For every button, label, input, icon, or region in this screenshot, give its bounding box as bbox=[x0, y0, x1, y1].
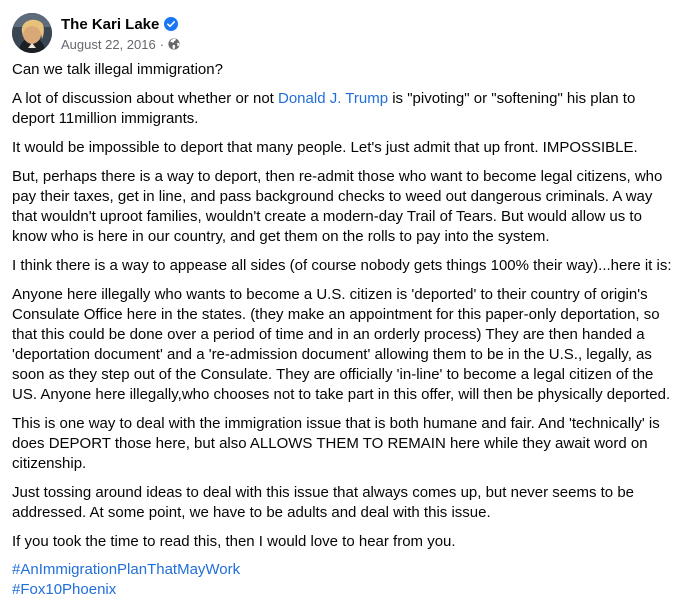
author-avatar[interactable] bbox=[12, 13, 52, 53]
post-subline bbox=[61, 36, 180, 52]
paragraph-text: A lot of discussion about whether or not bbox=[12, 90, 278, 107]
post-header bbox=[12, 12, 180, 54]
post-paragraph: Anyone here illegally who wants to become a U.S. citizen is 'deported' to their country of origin's Consulate Office here in the states. (they make an appointment for this paper-only deportation, so that this could be done over a period of time and in an orderly process) They are then handed a 'deportation document' and a 're-admission document' allowing them to be in the U.S., legally, as soon as they step out of the Consulate. They are officially 'in-line' to become a legal citizen of the US. Anyone here illegally,who chooses not to take part in this offer, will then be physically deported. bbox=[12, 286, 671, 403]
post-paragraph: But, perhaps there is a way to deport, then re-admit those who want to become legal citizens, who pay their taxes, get in line, and pass background checks to weed out dangerous criminals. A way that wouldn't uproot families, wouldn't create a modern-day Trail of Tears. But would allow us to know who is here in our country, and get them on the rolls to pay into the system. bbox=[12, 168, 663, 245]
post-timestamp[interactable]: August 22, 2016 bbox=[61, 36, 156, 52]
post-paragraph bbox=[12, 89, 672, 129]
separator-dot: · bbox=[159, 36, 165, 52]
hashtag-link[interactable]: #Fox10Phoenix bbox=[12, 581, 117, 598]
post-paragraph: This is one way to deal with the immigration issue that is both humane and fair. And 'technically' is does DEPORT those here, but also ALLOWS THEM TO REMAIN here while they await word on citizenship. bbox=[12, 415, 660, 472]
mention-link[interactable]: Donald J. Trump bbox=[278, 90, 389, 107]
author-name[interactable]: The Kari Lake bbox=[61, 15, 160, 33]
post-meta bbox=[61, 14, 180, 52]
post-paragraph: It would be impossible to deport that many people. Let's just admit that up front. IMPOSSIBLE. bbox=[12, 139, 638, 156]
globe-icon[interactable] bbox=[168, 38, 180, 50]
verified-badge-icon bbox=[164, 17, 178, 31]
post-paragraph: If you took the time to read this, then I would love to hear from you. bbox=[12, 533, 456, 550]
post-paragraph: Can we talk illegal immigration? bbox=[12, 61, 223, 78]
post-body bbox=[12, 60, 672, 600]
post-paragraph: I think there is a way to appease all sides (of course nobody gets things 100% their way)...here it is: bbox=[12, 257, 672, 274]
hashtag-list bbox=[12, 560, 672, 600]
paragraph-text: is "pivoting" or "softening" his plan to deport 11million immigrants. bbox=[12, 90, 636, 127]
author-row bbox=[61, 14, 180, 34]
avatar-image bbox=[12, 13, 52, 53]
hashtag-link[interactable]: #AnImmigrationPlanThatMayWork bbox=[12, 561, 241, 578]
post-paragraph: Just tossing around ideas to deal with this issue that always comes up, but never seems to be addressed. At some point, we have to be adults and deal with this issue. bbox=[12, 484, 635, 521]
